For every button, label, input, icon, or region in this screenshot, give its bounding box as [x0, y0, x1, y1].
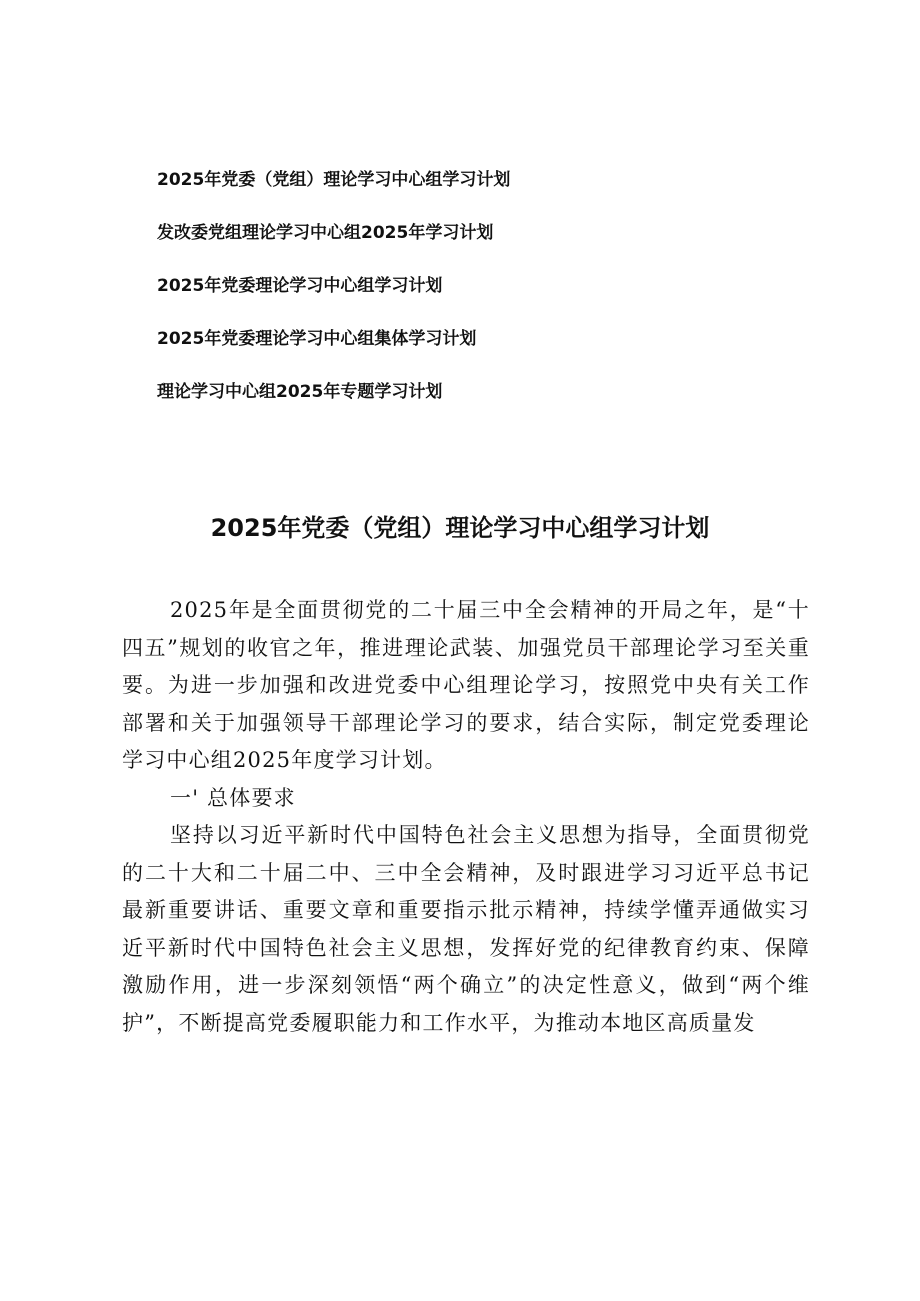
body-paragraph: 2025年是全面贯彻党的二十届三中全会精神的开局之年，是“十四五”规划的收官之年，推进理论武装、加强党员干部理论学习至关重要。为进一步加强和改进党委中心组理论学习，按照党中央有关工作部署和关于加强领导干部理论学习的要求，结合实际，制定党委理论学习中心组2025年度学习计划。	[122, 598, 810, 772]
table-of-contents	[157, 170, 797, 435]
section-heading: 一' 总体要求	[170, 785, 296, 810]
document-body	[122, 592, 810, 1042]
toc-item[interactable]: 2025年党委理论学习中心组集体学习计划	[157, 329, 477, 349]
document-title: 2025年党委（党组）理论学习中心组学习计划	[210, 514, 710, 542]
body-paragraph: 坚持以习近平新时代中国特色社会主义思想为指导，全面贯彻党的二十大和二十届二中、三中全会精神，及时跟进学习习近平总书记最新重要讲话、重要文章和重要指示批示精神，持续学懂弄通做实习近平新时代中国特色社会主义思想，发挥好党的纪律教育约束、保障激励作用，进一步深刻领悟“两个确立”的决定性意义，做到“两个维护”，不断提高党委履职能力和工作水平，为推动本地区高质量发	[122, 823, 810, 1035]
toc-item[interactable]: 2025年党委理论学习中心组学习计划	[157, 276, 443, 296]
toc-item[interactable]: 发改委党组理论学习中心组2025年学习计划	[157, 223, 494, 243]
toc-item[interactable]: 2025年党委（党组）理论学习中心组学习计划	[157, 170, 511, 190]
toc-item[interactable]: 理论学习中心组2025年专题学习计划	[157, 382, 443, 402]
